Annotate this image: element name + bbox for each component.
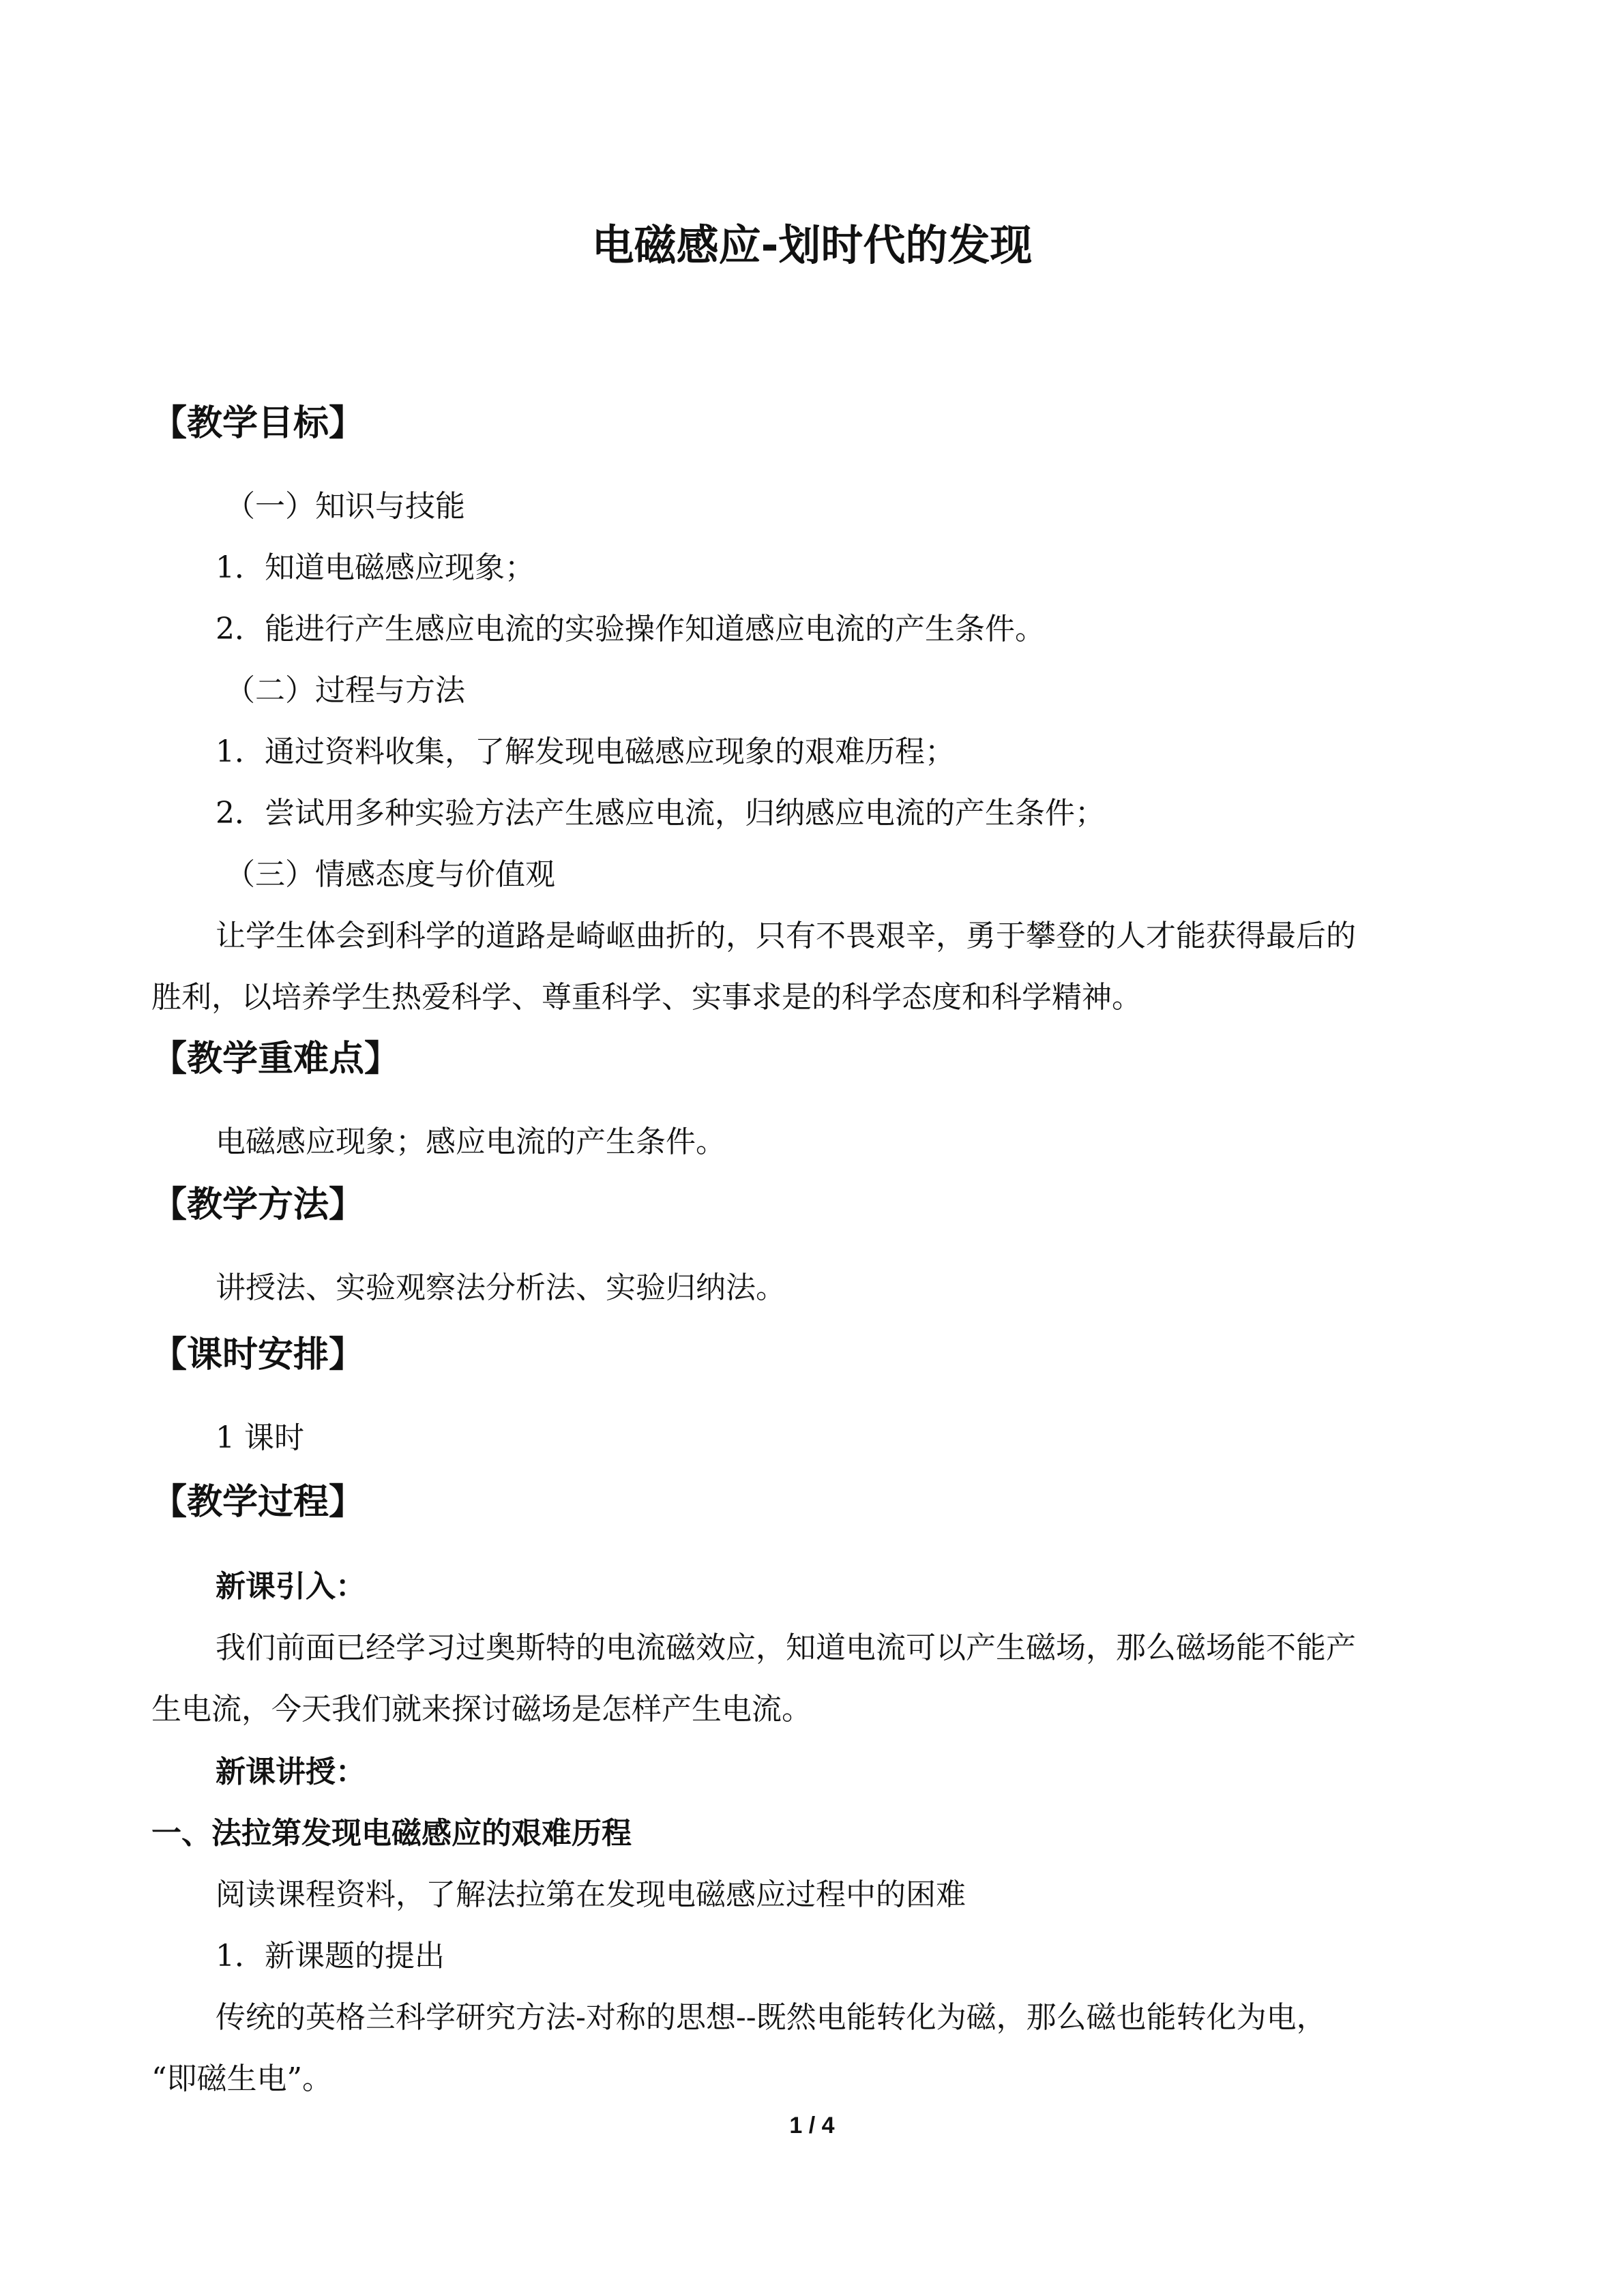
key-points-text: 电磁感应现象；感应电流的产生条件。 bbox=[216, 1124, 726, 1159]
objectives-item: 1．知道电磁感应现象； bbox=[216, 550, 535, 585]
process-part1-line: 1．新课题的提出 bbox=[216, 1939, 445, 1973]
section-heading-key-points: 【教学重难点】 bbox=[151, 1039, 400, 1079]
objectives-item: 2．能进行产生感应电流的实验操作知道感应电流的产生条件。 bbox=[216, 612, 1045, 646]
process-part1-line: 阅读课程资料，了解法拉第在发现电磁感应过程中的困难 bbox=[216, 1877, 966, 1912]
process-intro-line: 我们前面已经学习过奥斯特的电流磁效应，知道电流可以产生磁场，那么磁场能不能产 bbox=[216, 1630, 1356, 1665]
process-intro-label: 新课引入： bbox=[216, 1569, 366, 1604]
process-part1-line: 传统的英格兰科学研究方法-对称的思想--既然电能转化为磁，那么磁也能转化为电， bbox=[216, 2000, 1327, 2035]
section-heading-process: 【教学过程】 bbox=[151, 1482, 365, 1523]
process-intro-line: 生电流，今天我们就来探讨磁场是怎样产生电流。 bbox=[151, 1692, 812, 1727]
process-part1-title: 一、法拉第发现电磁感应的艰难历程 bbox=[151, 1816, 632, 1851]
methods-text: 讲授法、实验观察法分析法、实验归纳法。 bbox=[216, 1270, 786, 1305]
section-heading-schedule: 【课时安排】 bbox=[151, 1335, 365, 1375]
document-title: 电磁感应-划时代的发现 bbox=[591, 220, 1033, 270]
objectives-subheading-knowledge: （一）知识与技能 bbox=[225, 489, 465, 524]
objectives-subheading-attitude: （三）情感态度与价值观 bbox=[225, 857, 555, 892]
section-heading-methods: 【教学方法】 bbox=[151, 1184, 365, 1225]
process-part1-line: “即磁生电”。 bbox=[151, 2061, 332, 2096]
process-lecture-label: 新课讲授： bbox=[216, 1755, 366, 1789]
objectives-item: 1．通过资料收集，了解发现电磁感应现象的艰难历程； bbox=[216, 734, 955, 769]
objectives-paragraph-line: 胜利，以培养学生热爱科学、尊重科学、实事求是的科学态度和科学精神。 bbox=[151, 980, 1142, 1015]
section-heading-objectives: 【教学目标】 bbox=[151, 403, 365, 444]
schedule-text: 1 课时 bbox=[216, 1420, 304, 1455]
objectives-paragraph-line: 让学生体会到科学的道路是崎岖曲折的，只有不畏艰辛，勇于攀登的人才能获得最后的 bbox=[216, 919, 1356, 953]
page-number: 1 / 4 bbox=[789, 2113, 835, 2138]
objectives-subheading-process: （二）过程与方法 bbox=[225, 673, 465, 708]
objectives-item: 2．尝试用多种实验方法产生感应电流，归纳感应电流的产生条件； bbox=[216, 796, 1105, 831]
